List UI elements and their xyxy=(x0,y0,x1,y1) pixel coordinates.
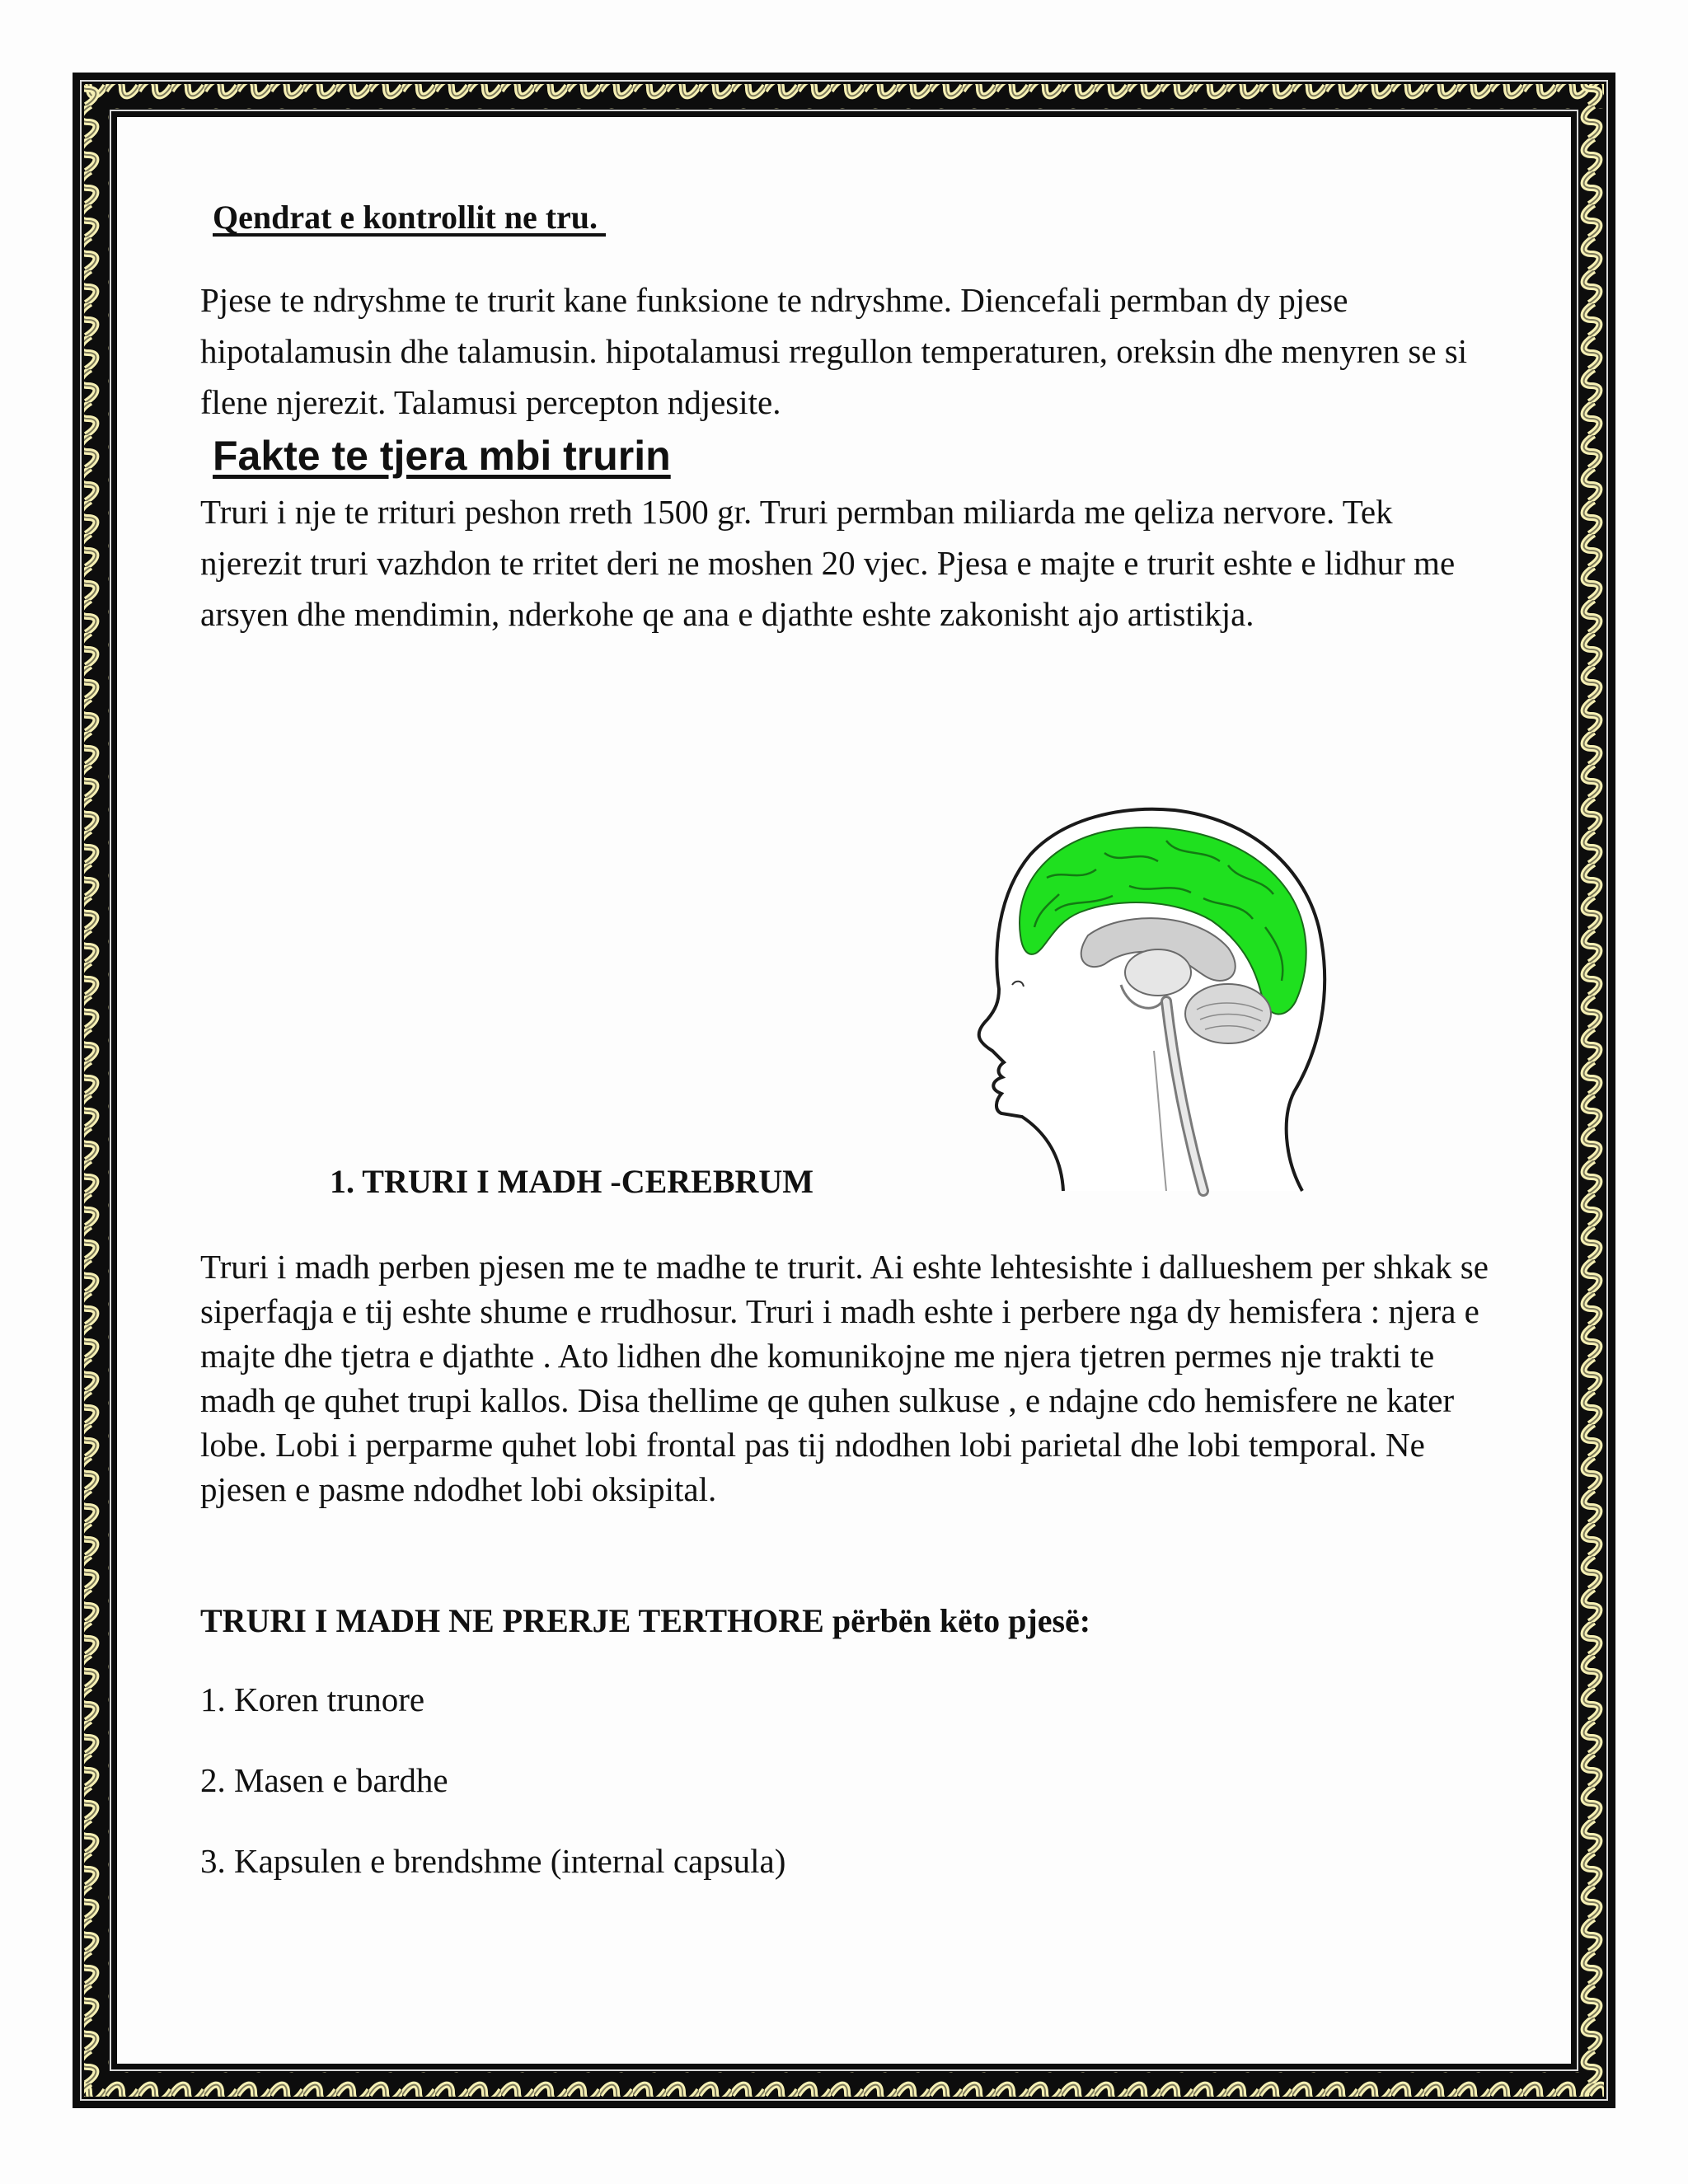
paragraph-cerebrum: Truri i madh perben pjesen me te madhe te trurit. Ai eshte lehtesishte i dallueshem per shkak se siperfaqja e tij eshte shume e rrudhosur. Truri i madh eshte i perbere nga dy hemisfera : njera e majte dhe tjetra e djathte . Ato lidhen dhe komunikojne me njera tjetren permes nje trakti te madh qe quhet trupi kallos. Disa thellime qe quhen sulkuse , e ndajne cdo hemisfere ne kater lobe. Lobi i perparme quhet lobi frontal pas tij ndodhen lobi parietal dhe lobi temporal. Ne pjesen e pasme ndodhet lobi oksipital. xyxy=(200,1248,1489,1508)
head-brain-illustration xyxy=(956,804,1343,1199)
paragraph-diencephalon: Pjese te ndryshme te trurit kane funksione te ndryshme. Diencefali permban dy pjese hipotalamusin dhe talamusin. hipotalamusi rregullon temperaturen, oreksin dhe menyren se si flene njerezit. Talamusi percepton ndjesite. xyxy=(200,281,1468,421)
section-heading-cerebrum: 1. TRURI I MADH -CEREBRUM xyxy=(330,1163,814,1200)
paragraph-brain-facts: Truri i nje te rrituri peshon rreth 1500 gr. Truri permban miliarda me qeliza nervore. Tek njerezit truri vazhdon te rritet deri ne moshen 20 vjec. Pjesa e majte e trurit eshte e lidhur me arsyen dhe mendimin, nderkohe qe ana e djathte eshte zakonisht ajo artistikja. xyxy=(200,493,1456,633)
heading-other-facts: Fakte te tjera mbi trurin xyxy=(213,433,671,479)
list-item: 3. Kapsulen e brendshme (internal capsula) xyxy=(200,1842,786,1880)
list-heading-cross-section: TRURI I MADH NE PRERJE TERTHORE përbën këto pjesë: xyxy=(200,1602,1091,1639)
heading-control-centers: Qendrat e kontrollit ne tru. xyxy=(213,199,607,236)
list-item: 2. Masen e bardhe xyxy=(200,1761,448,1799)
list-item: 1. Koren trunore xyxy=(200,1680,425,1718)
